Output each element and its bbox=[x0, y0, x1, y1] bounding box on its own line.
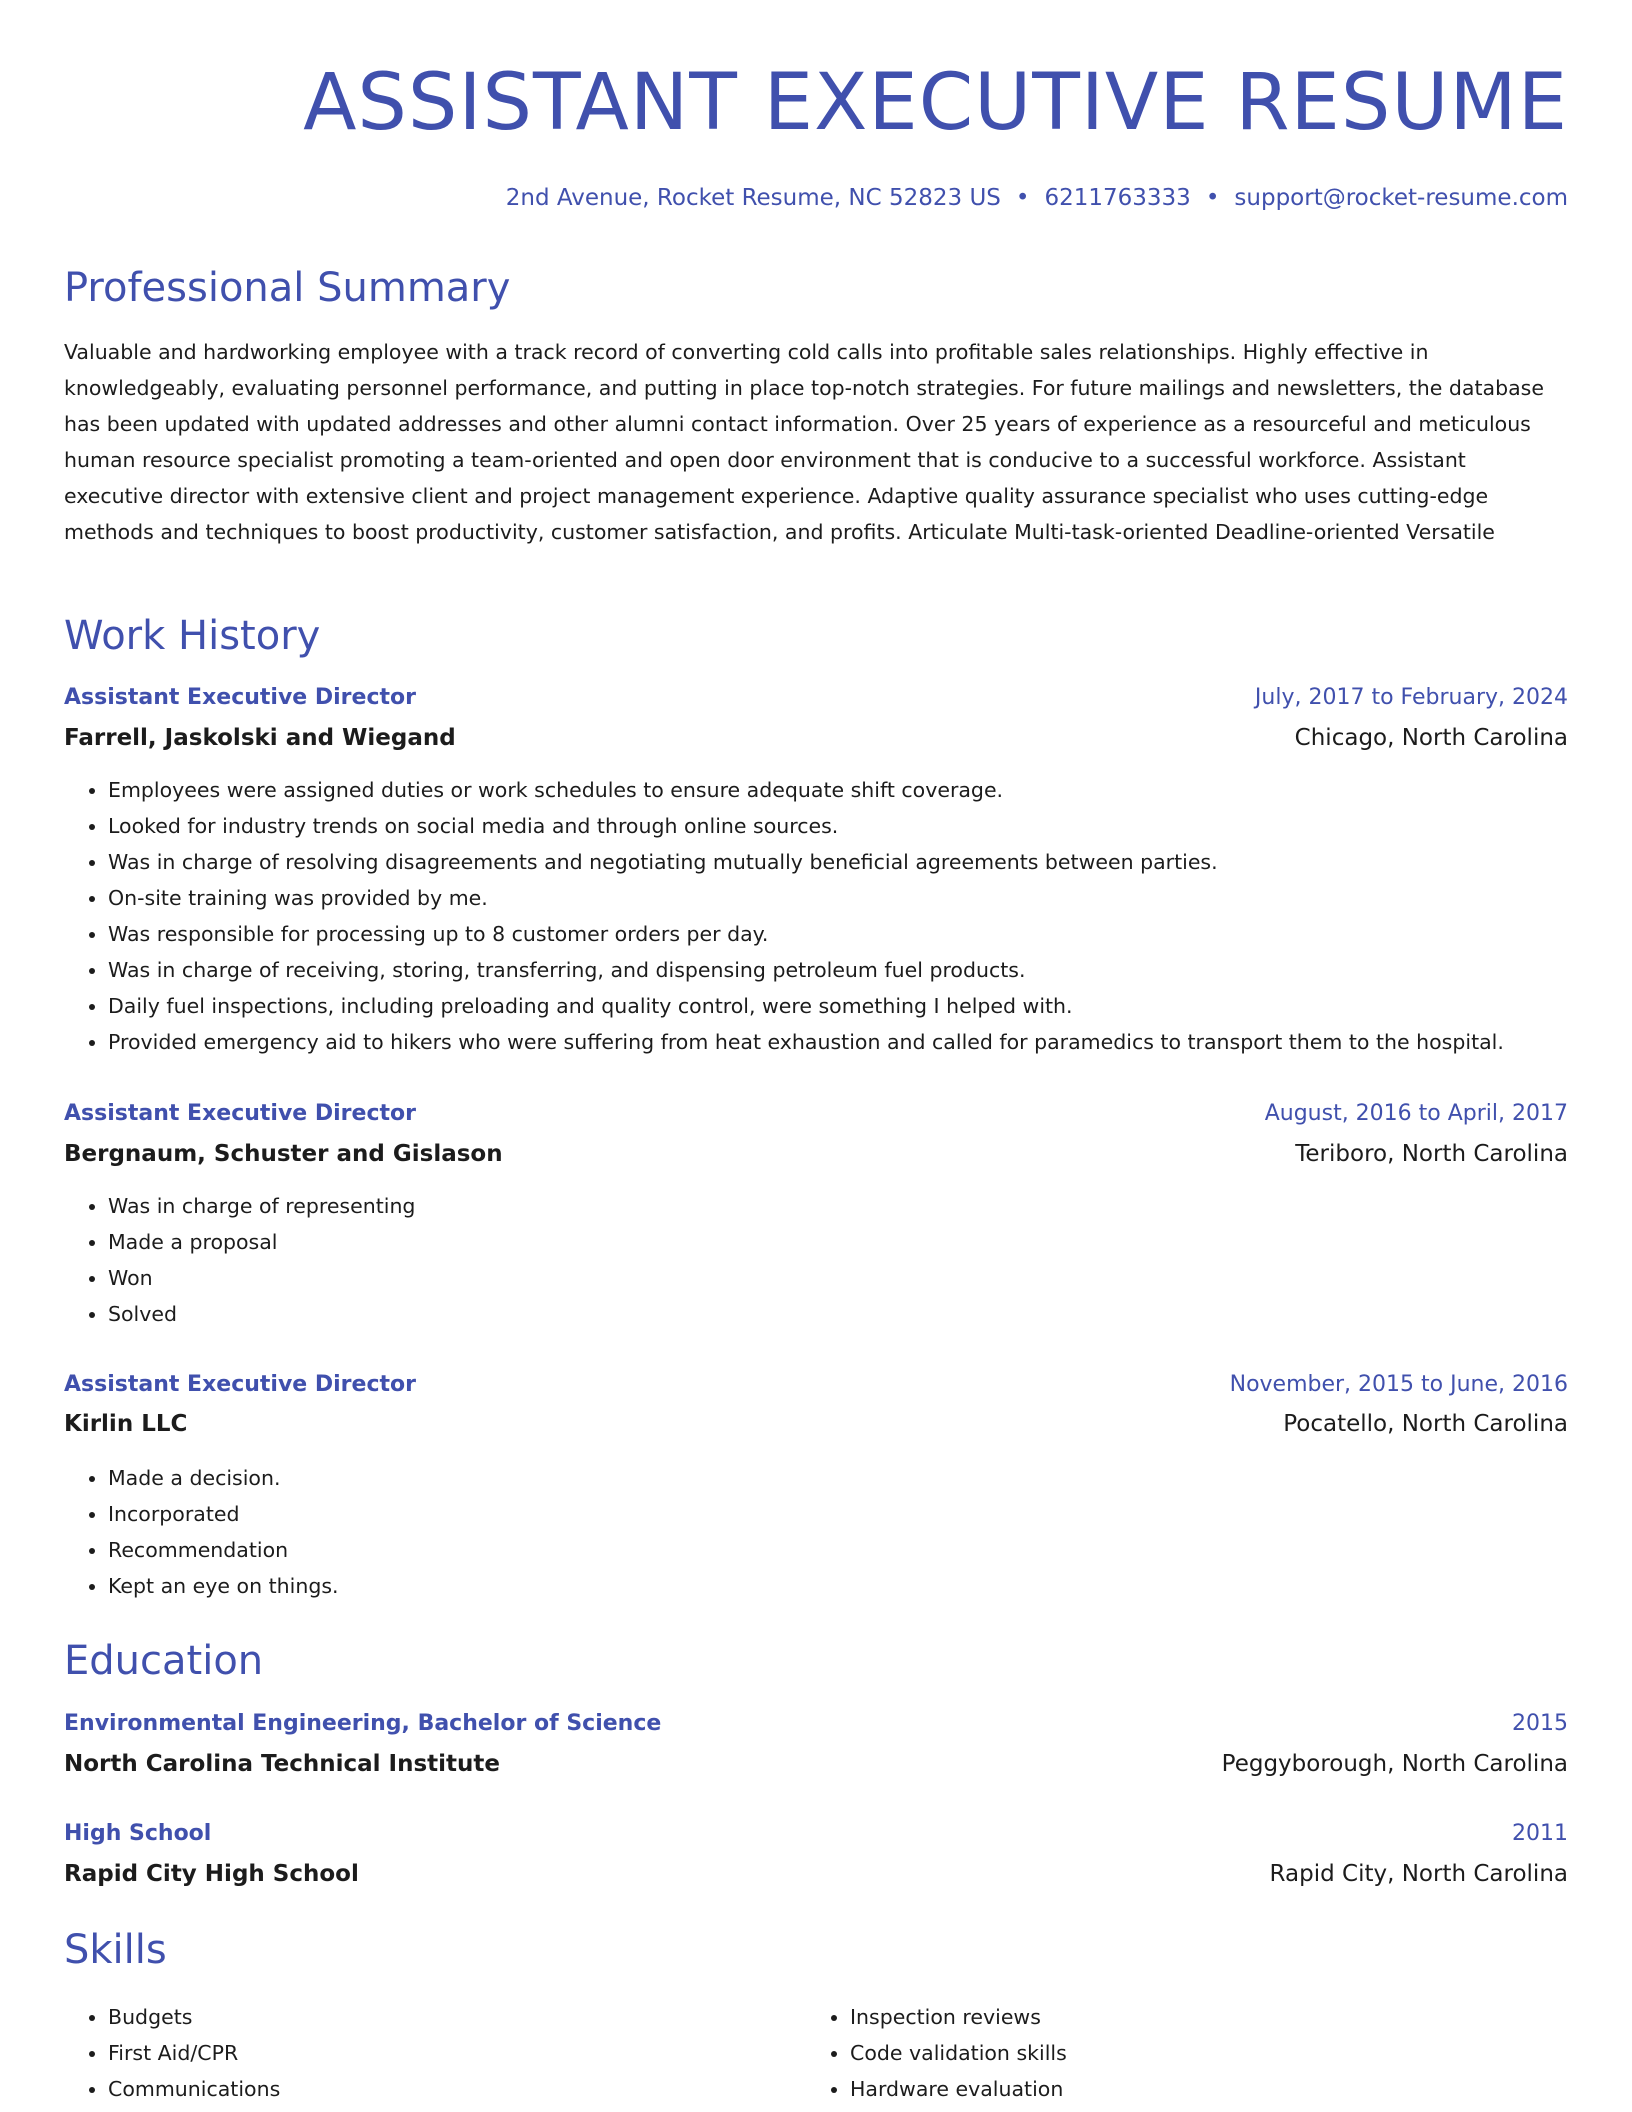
education-location: Rapid City, North Carolina bbox=[1269, 1861, 1568, 1887]
job-company: Kirlin LLC bbox=[64, 1411, 188, 1437]
job-dates: August, 2016 to April, 2017 bbox=[1264, 1101, 1568, 1126]
list-item: • Made a decision. bbox=[108, 1460, 339, 1496]
list-item: • On-site training was provided by me. bbox=[108, 880, 1504, 916]
list-item: • Looked for industry trends on social media and through online sources. bbox=[108, 808, 1504, 844]
list-item: • Was in charge of resolving disagreements and negotiating mutually beneficial agreements between parties. bbox=[108, 844, 1504, 880]
job-location: Teriboro, North Carolina bbox=[1295, 1141, 1568, 1167]
list-item: • Provided emergency aid to hikers who were suffering from heat exhaustion and called for paramedics to transport them to the hospital. bbox=[108, 1024, 1504, 1060]
skills-heading: Skills bbox=[64, 1927, 167, 1973]
list-item: • Incorporated bbox=[108, 1496, 339, 1532]
job-role: Assistant Executive Director bbox=[64, 1101, 416, 1126]
job-company-row bbox=[64, 720, 1568, 756]
education-school: Rapid City High School bbox=[64, 1861, 359, 1887]
list-item: • Was in charge of representing bbox=[108, 1188, 415, 1224]
job-location: Pocatello, North Carolina bbox=[1283, 1411, 1568, 1437]
skill-item: • Budgets bbox=[108, 1999, 280, 2035]
education-header bbox=[64, 1706, 1568, 1742]
list-item: • Recommendation bbox=[108, 1532, 339, 1568]
email-link[interactable]: support@rocket-resume.com bbox=[1234, 185, 1568, 211]
list-item: • Daily fuel inspections, including preloading and quality control, were something I helped with. bbox=[108, 988, 1504, 1024]
skill-item: • Hardware evaluation bbox=[850, 2071, 1067, 2107]
skill-item: • Code validation skills bbox=[850, 2035, 1067, 2071]
skill-item: • First Aid/CPR bbox=[108, 2035, 280, 2071]
job-header bbox=[64, 1367, 1568, 1403]
work-history-heading: Work History bbox=[64, 613, 321, 659]
job-role: Assistant Executive Director bbox=[64, 685, 416, 710]
resume-page bbox=[64, 0, 1568, 2112]
skill-item: • Inspection reviews bbox=[850, 1999, 1067, 2035]
skills-list-right bbox=[806, 1999, 1067, 2107]
job-company: Farrell, Jaskolski and Wiegand bbox=[64, 725, 456, 751]
job-bullets bbox=[64, 1188, 415, 1332]
job-location: Chicago, North Carolina bbox=[1294, 725, 1568, 751]
summary-text: Valuable and hardworking employee with a track record of converting cold calls into profitable sales relationships. Highly effective in knowledgeably, evaluating personnel performance, and putting in place top-notch strategies. For future mailings and newsletters, the database has been updated with updated addresses and other alumni contact information. Over 25 years of experience as a resourceful and meticulous human resource specialist promoting a team-oriented and open door environment that is conducive to a successful workforce. Assistant executive director with extensive client and project management experience. Adaptive quality assurance specialist who uses cutting-edge methods and techniques to boost productivity, customer satisfaction, and profits. Articulate Multi-task-oriented Deadline-oriented Versatile bbox=[64, 340, 1544, 544]
list-item: • Was in charge of receiving, storing, transferring, and dispensing petroleum fuel products. bbox=[108, 952, 1504, 988]
education-header bbox=[64, 1816, 1568, 1852]
education-year: 2015 bbox=[1512, 1711, 1568, 1736]
separator-dot: • bbox=[1015, 185, 1030, 211]
education-heading: Education bbox=[64, 1638, 264, 1684]
phone-text: 6211763333 bbox=[1044, 185, 1191, 211]
summary-heading: Professional Summary bbox=[64, 265, 511, 311]
education-school-row bbox=[64, 1746, 1568, 1782]
contact-line bbox=[64, 182, 1568, 214]
skills-list-left bbox=[64, 1999, 280, 2107]
job-company-row bbox=[64, 1136, 1568, 1172]
job-company-row bbox=[64, 1406, 1568, 1442]
job-dates: July, 2017 to February, 2024 bbox=[1254, 685, 1568, 710]
list-item: • Solved bbox=[108, 1296, 415, 1332]
address-text: 2nd Avenue, Rocket Resume, NC 52823 US bbox=[505, 185, 1001, 211]
job-bullets bbox=[64, 772, 1504, 1060]
education-school-row bbox=[64, 1856, 1568, 1892]
separator-dot: • bbox=[1205, 185, 1220, 211]
job-role: Assistant Executive Director bbox=[64, 1372, 416, 1397]
list-item: • Employees were assigned duties or work schedules to ensure adequate shift coverage. bbox=[108, 772, 1504, 808]
resume-title: ASSISTANT EXECUTIVE RESUME bbox=[303, 58, 1568, 148]
job-company: Bergnaum, Schuster and Gislason bbox=[64, 1141, 503, 1167]
education-year: 2011 bbox=[1512, 1821, 1568, 1846]
job-header bbox=[64, 680, 1568, 716]
education-school: North Carolina Technical Institute bbox=[64, 1751, 500, 1777]
education-degree: Environmental Engineering, Bachelor of Science bbox=[64, 1711, 662, 1736]
resume-header bbox=[64, 0, 1568, 214]
job-bullets bbox=[64, 1460, 339, 1604]
list-item: • Won bbox=[108, 1260, 415, 1296]
skill-item: • Communications bbox=[108, 2071, 280, 2107]
list-item: • Was responsible for processing up to 8 customer orders per day. bbox=[108, 916, 1504, 952]
job-header bbox=[64, 1096, 1568, 1132]
education-location: Peggyborough, North Carolina bbox=[1221, 1751, 1568, 1777]
education-degree: High School bbox=[64, 1821, 212, 1846]
list-item: • Made a proposal bbox=[108, 1224, 415, 1260]
list-item: • Kept an eye on things. bbox=[108, 1568, 339, 1604]
job-dates: November, 2015 to June, 2016 bbox=[1229, 1372, 1568, 1397]
